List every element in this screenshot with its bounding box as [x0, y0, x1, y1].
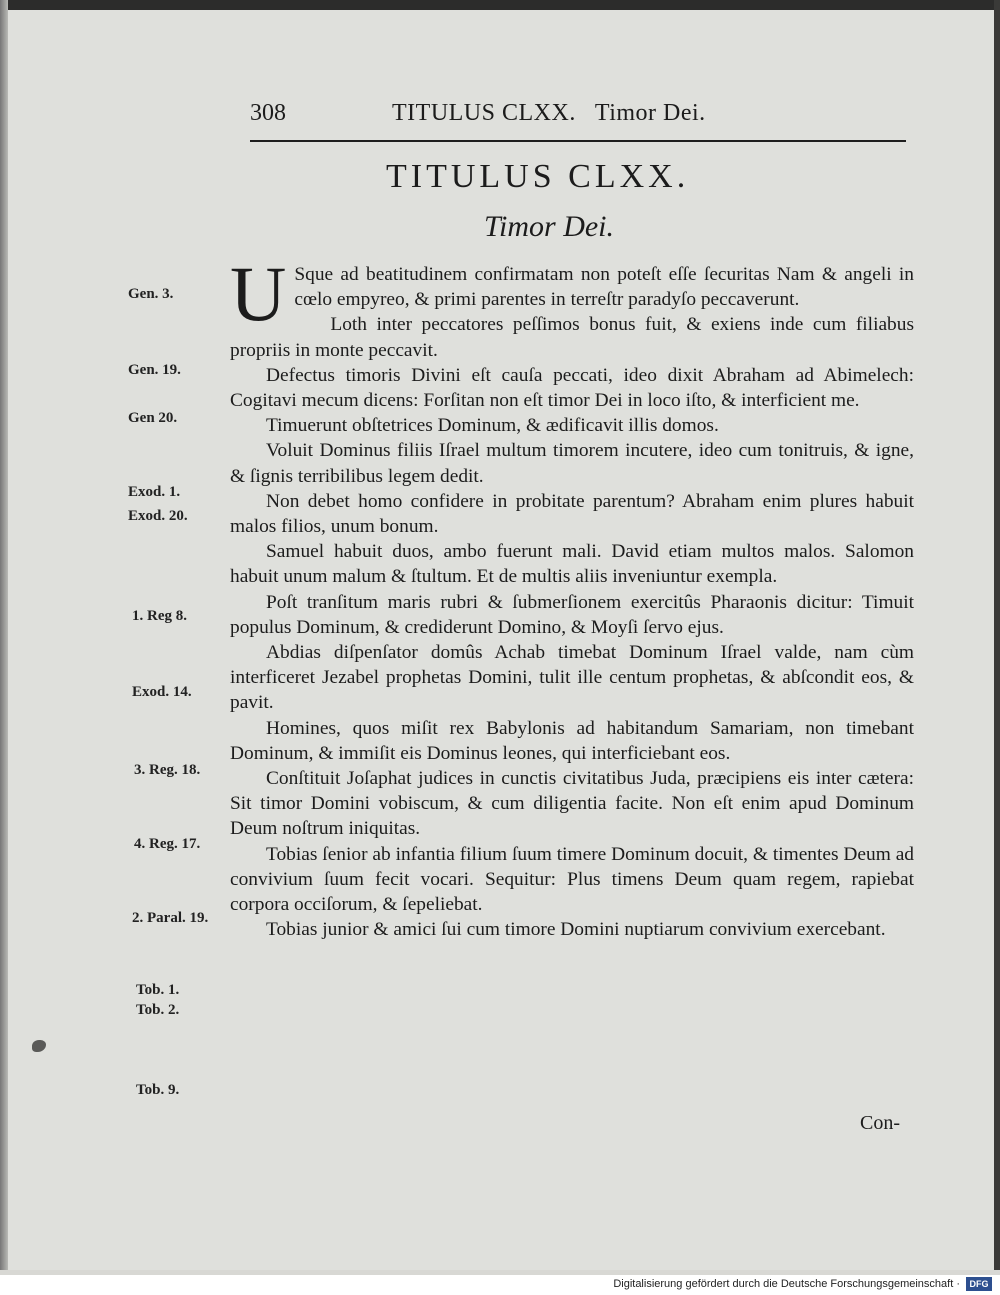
margin-note: Tob. 2.: [136, 1002, 180, 1018]
running-title: TITULUS CLXX. Timor Dei.: [392, 100, 706, 126]
margin-note: Tob. 1.: [136, 982, 180, 998]
paragraph: Conſtituit Joſaphat judices in cunctis civitatibus Juda, præcipiens eis inter cætera: Sit timor Domini vobiscum, & cum diligentia facite. Non eſt enim apud Dominum Deum noſtrum iniquitas.: [230, 768, 914, 840]
paragraph: Loth inter peccatores peſſimos bonus fuit, & exiens inde cum filiabus propriis in monte peccavit.: [230, 314, 914, 361]
paragraph: Homines, quos miſit rex Babylonis ad habitandum Samariam, non timebant Dominum, & immiſit eis Dominus leones, qui interficiebant eos.: [230, 717, 914, 764]
paragraph: Poſt tranſitum maris rubri & ſubmerſionem exercitûs Pharaonis dicitur: Timuit populus Dominum, & crediderunt Domino, & Moyſi ſervo ejus.: [230, 591, 914, 638]
paragraph: Timuerunt obſtetrices Dominum, & ædificavit illis domos.: [266, 415, 719, 437]
paragraph: Voluit Dominus filiis Iſrael multum timorem incutere, ideo cum tonitruis, & igne, & ſignis terribilibus legem dedit.: [230, 440, 914, 487]
margin-note: Tob. 9.: [136, 1082, 180, 1098]
margin-note: 3. Reg. 18.: [134, 762, 201, 778]
page-subtitle: Timor Dei.: [484, 210, 615, 243]
margin-note: Gen 20.: [128, 410, 178, 426]
margin-note: Gen. 19.: [128, 362, 181, 378]
page-title: TITULUS CLXX.: [386, 158, 690, 195]
running-head: [250, 100, 910, 140]
dfg-logo-icon: DFG: [966, 1277, 992, 1291]
paragraph: Abdias diſpenſator domûs Achab timebat Dominum Iſrael valde, nam cùm interficeret Jezabel prophetas Domini, tulit ille centum prophetas, & abſcondit eos, & pavit.: [230, 642, 914, 714]
page-number: 308: [250, 100, 286, 126]
paragraph-text: Sque ad beatitudinem confirmatam non poteſt eſſe ſecuritas Nam & angeli in cœlo empyreo, & primi parentes in terreſtr paradyſo peccaverunt.: [294, 264, 914, 311]
margin-note: 2. Paral. 19.: [132, 910, 209, 926]
margin-note: 1. Reg 8.: [132, 608, 187, 624]
margin-note: Exod. 20.: [128, 508, 188, 524]
paragraph: [230, 250, 914, 337]
drop-cap: U: [230, 250, 287, 337]
margin-note: Gen. 3.: [128, 286, 174, 302]
margin-note: 4. Reg. 17.: [134, 836, 201, 852]
paragraph: Samuel habuit duos, ambo fuerunt mali. David etiam multos malos. Salomon habuit unum malum & ſtultum. Et de multis aliis inveniuntur exempla.: [230, 541, 914, 588]
ink-smudge: [32, 1040, 46, 1052]
catchword: Con-: [860, 1112, 900, 1134]
paragraph: Defectus timoris Divini eſt cauſa peccati, ideo dixit Abraham ad Abimelech: Cogitavi mecum dicens: Forſitan non eſt timor Dei in loco iſto, & interficient me.: [230, 364, 914, 412]
paragraph: Non debet homo confidere in probitate parentum? Abraham enim plures habuit malos filios, unum bonum.: [230, 490, 914, 538]
funding-credit: Digitalisierung gefördert durch die Deutsche Forschungsgemeinschaft ·: [613, 1278, 960, 1290]
margin-note: Exod. 14.: [132, 684, 192, 700]
body-text: [230, 250, 914, 942]
margin-note: Exod. 1.: [128, 484, 181, 500]
header-rule: [250, 140, 906, 142]
paragraph: Tobias junior & amici ſui cum timore Domini nuptiarum convivium exercebant.: [266, 919, 886, 941]
paragraph: Tobias ſenior ab infantia filium ſuum timere Dominum docuit, & timentes Deum ad convivium ſuum fecit vocari. Sequitur: Plus timens Deum quam regem, rapiebat corpora occiſorum, & ſepeliebat.: [230, 843, 914, 916]
footer-bar: [0, 1275, 1000, 1295]
